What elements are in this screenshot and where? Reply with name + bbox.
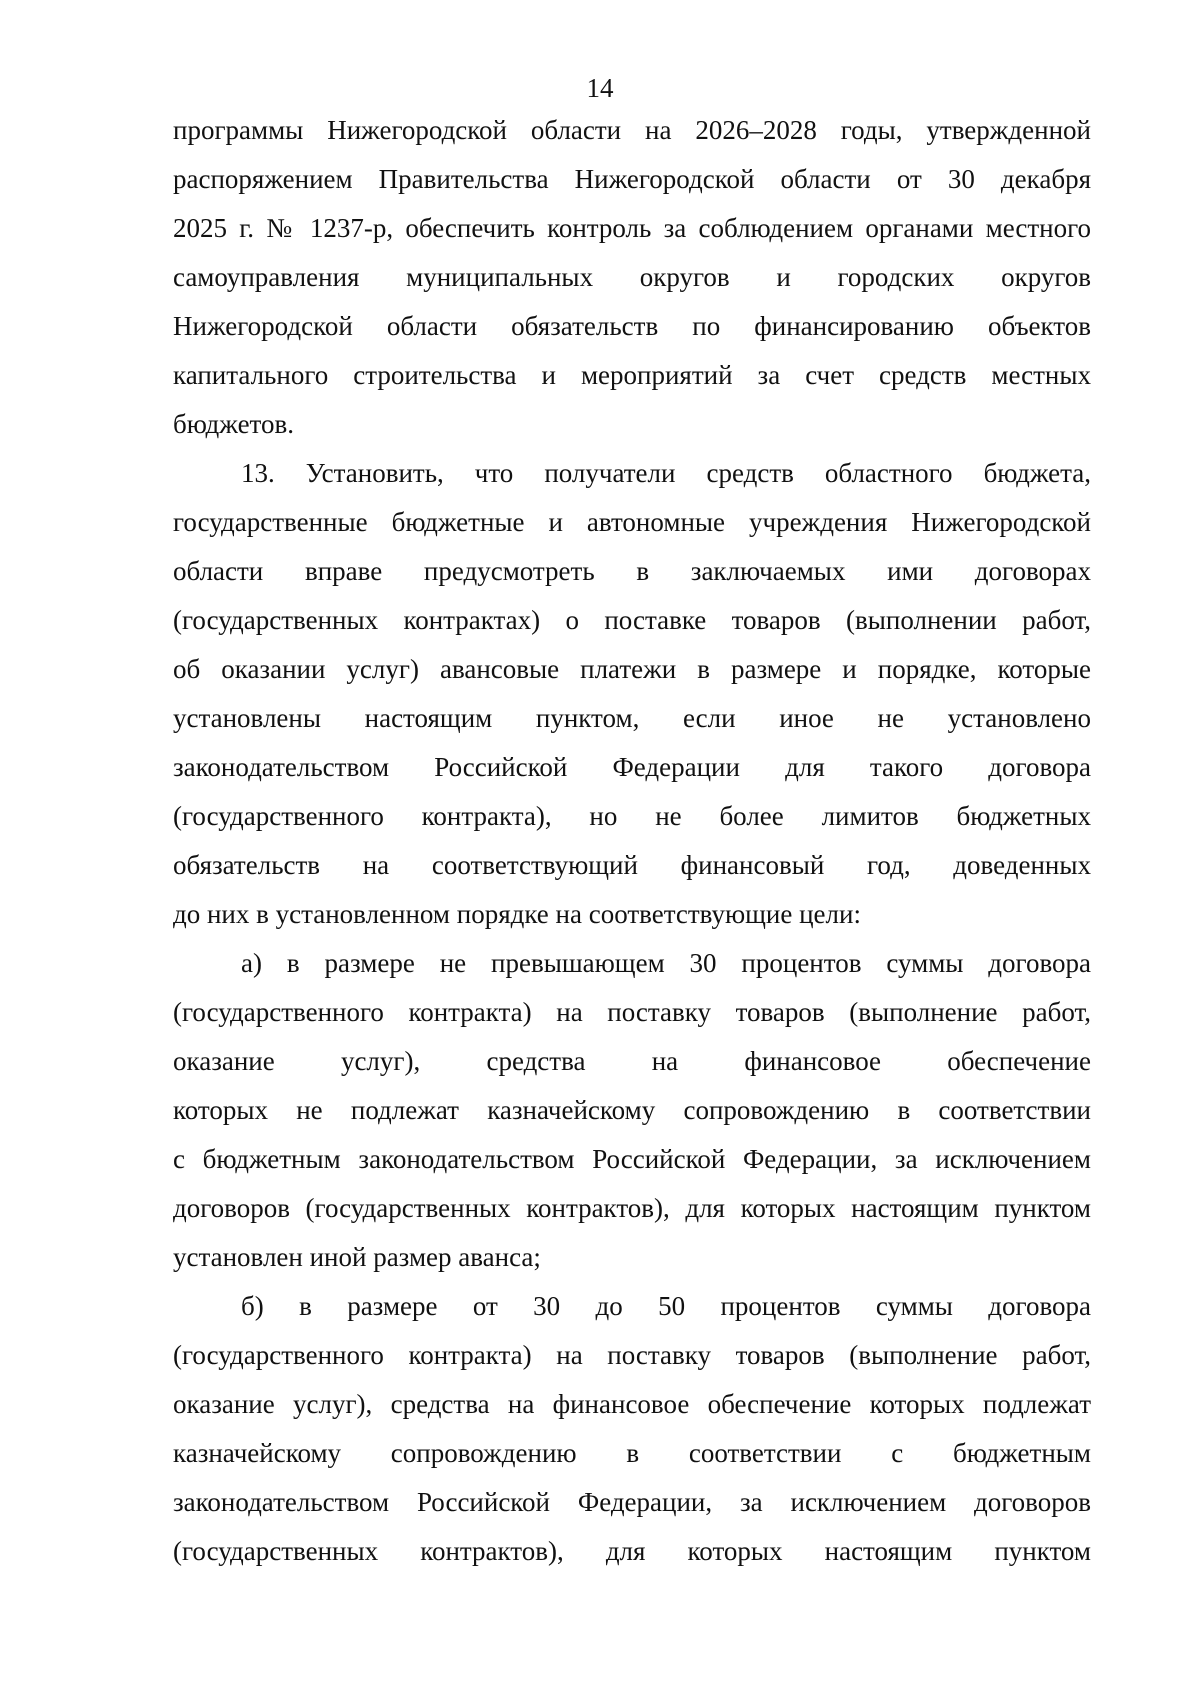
paragraph xyxy=(173,1282,1091,1576)
document-body xyxy=(173,106,1091,1576)
text-line: законодательством Российской Федерации для такого договора xyxy=(173,752,1091,782)
text-line: оказание услуг), средства на финансовое обеспечение которых подлежат xyxy=(173,1389,1091,1419)
text-line: (государственного контракта) на поставку товаров (выполнение работ, xyxy=(173,997,1091,1027)
text-line: законодательством Российской Федерации, за исключением договоров xyxy=(173,1487,1091,1517)
paragraph xyxy=(173,449,1091,939)
paragraph xyxy=(173,939,1091,1282)
text-line: распоряжением Правительства Нижегородской области от 30 декабря xyxy=(173,164,1091,194)
text-line: (государственного контракта), но не более лимитов бюджетных xyxy=(173,801,1091,831)
text-line: обязательств на соответствующий финансовый год, доведенных xyxy=(173,850,1091,880)
text-line: оказание услуг), средства на финансовое обеспечение xyxy=(173,1046,1091,1076)
text-line: об оказании услуг) авансовые платежи в размере и порядке, которые xyxy=(173,654,1091,684)
text-line: программы Нижегородской области на 2026–2028 годы, утвержденной xyxy=(173,115,1091,145)
text-line: договоров (государственных контрактов), для которых настоящим пунктом xyxy=(173,1193,1091,1223)
text-line: (государственных контрактах) о поставке товаров (выполнении работ, xyxy=(173,605,1091,635)
text-line: самоуправления муниципальных округов и городских округов xyxy=(173,262,1091,292)
text-line: которых не подлежат казначейскому сопровождению в соответствии xyxy=(173,1095,1091,1125)
text-line: (государственного контракта) на поставку товаров (выполнение работ, xyxy=(173,1340,1091,1370)
page-number: 14 xyxy=(586,73,614,103)
text-line: казначейскому сопровождению в соответствии с бюджетным xyxy=(173,1438,1091,1468)
text-line: 2025 г. № 1237-р, обеспечить контроль за соблюдением органами местного xyxy=(173,213,1091,243)
text-line: капитального строительства и мероприятий за счет средств местных xyxy=(173,360,1091,390)
text-line: установлен иной размер аванса; xyxy=(173,1242,541,1272)
text-line: государственные бюджетные и автономные учреждения Нижегородской xyxy=(173,507,1091,537)
text-line: с бюджетным законодательством Российской Федерации, за исключением xyxy=(173,1144,1091,1174)
text-line: б) в размере от 30 до 50 процентов суммы договора xyxy=(241,1291,1091,1321)
text-line: области вправе предусмотреть в заключаемых ими договорах xyxy=(173,556,1091,586)
text-line: (государственных контрактов), для которых настоящим пунктом xyxy=(173,1536,1091,1566)
text-line: бюджетов. xyxy=(173,409,294,439)
text-line: установлены настоящим пунктом, если иное не установлено xyxy=(173,703,1091,733)
paragraph xyxy=(173,106,1091,449)
text-line: 13. Установить, что получатели средств областного бюджета, xyxy=(241,458,1091,488)
text-line: Нижегородской области обязательств по финансированию объектов xyxy=(173,311,1091,341)
text-line: а) в размере не превышающем 30 процентов суммы договора xyxy=(241,948,1091,978)
text-line: до них в установленном порядке на соответствующие цели: xyxy=(173,899,861,929)
